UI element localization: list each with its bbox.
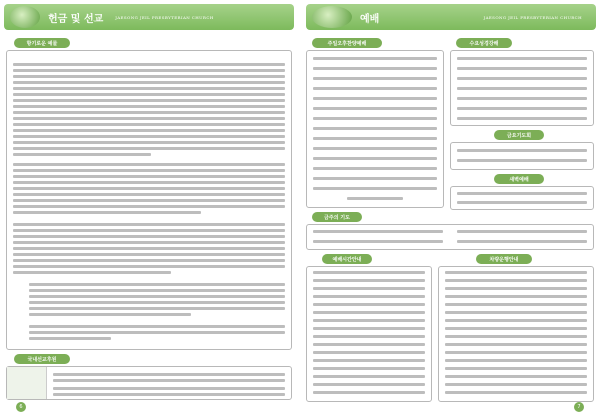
right-header [306,4,596,30]
prayer-meeting-label: 금요기도회 [494,130,544,140]
schedule-label: 예배시간안내 [322,254,372,264]
left-page-number: 6 [16,402,26,412]
prayer-topics-label: 금주의 기도 [312,212,362,222]
right-header-title: 예배 [360,13,380,25]
services-label: 차량운행안내 [476,254,532,264]
leaf-photo-icon [10,6,40,28]
wednesday-label: 수요성경강해 [456,38,512,48]
left-header [4,4,294,30]
leaf-photo-icon [312,6,352,28]
missions-section-label: 국내선교후원 [14,354,70,364]
right-header-subtitle: JAESONG JEIL PRESBYTERIAN CHURCH [483,14,582,20]
donors-list-box [6,50,292,350]
donors-section-label: 항기로운 예물 [14,38,70,48]
schedule-table [306,266,432,402]
prayer-meeting-program [450,142,594,170]
main-worship-label: 주일오후찬양예배 [312,38,382,48]
right-page-number: 7 [574,402,584,412]
main-worship-program [306,50,444,208]
missions-table [6,366,292,400]
prayer-topics-box [306,224,594,250]
left-header-title: 헌금 및 선교 [48,13,104,25]
dawn-worship-label: 새벽예배 [494,174,544,184]
left-header-subtitle: JAESONG JEIL PRESBYTERIAN CHURCH [115,14,214,20]
services-table [438,266,594,402]
dawn-worship-program [450,186,594,210]
wednesday-program [450,50,594,126]
